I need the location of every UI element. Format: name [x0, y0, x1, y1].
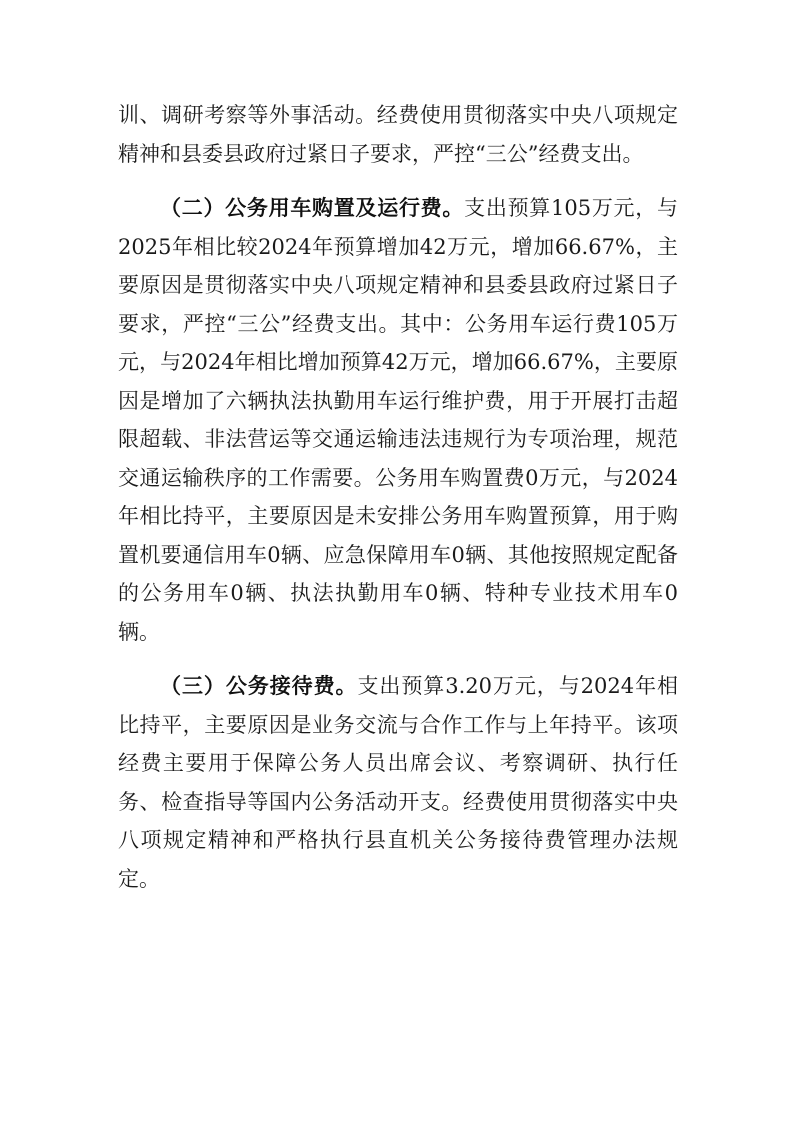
- paragraph-body: 支出预算105万元，与2025年相比较2024年预算增加42万元，增加66.67%，主要原因是贯彻落实中央八项规定精神和县委县政府过紧日子要求，严控“三公”经费支出。其中：公务用车运行费105万元，与2024年相比增加预算42万元，增加66.67%，主要原因是增加了六辆执法执勤用车运行维护费，用于开展打击超限超载、非法营运等交通运输违法违规行为专项治理，规范交通运输秩序的工作需要。公务用车购置费0万元，与2024年相比持平，主要原因是未安排公务用车购置预算，用于购置机要通信用车0辆、应急保障用车0辆、其他按照规定配备的公务用车0辆、执法执勤用车0辆、特种专业技术用车0辆。: [118, 196, 678, 644]
- section-heading: （三）公务接待费。: [160, 674, 358, 698]
- paragraph-continuation: [118, 96, 678, 173]
- paragraph-body: 支出预算3.20万元，与2024年相比持平，主要原因是业务交流与合作工作与上年持平。该项经费主要用于保障公务人员出席会议、考察调研、执行任务、检查指导等国内公务活动开支。经费使用贯彻落实中央八项规定精神和严格执行县直机关公务接待费管理办法规定。: [118, 674, 679, 891]
- section-heading: （二）公务用车购置及运行费。: [160, 196, 465, 220]
- paragraph-vehicle-expenses: [118, 189, 678, 651]
- document-page: [118, 96, 678, 914]
- paragraph-body: 训、调研考察等外事活动。经费使用贯彻落实中央八项规定精神和县委县政府过紧日子要求，严控“三公”经费支出。: [118, 103, 678, 166]
- paragraph-reception-expenses: [118, 667, 678, 898]
